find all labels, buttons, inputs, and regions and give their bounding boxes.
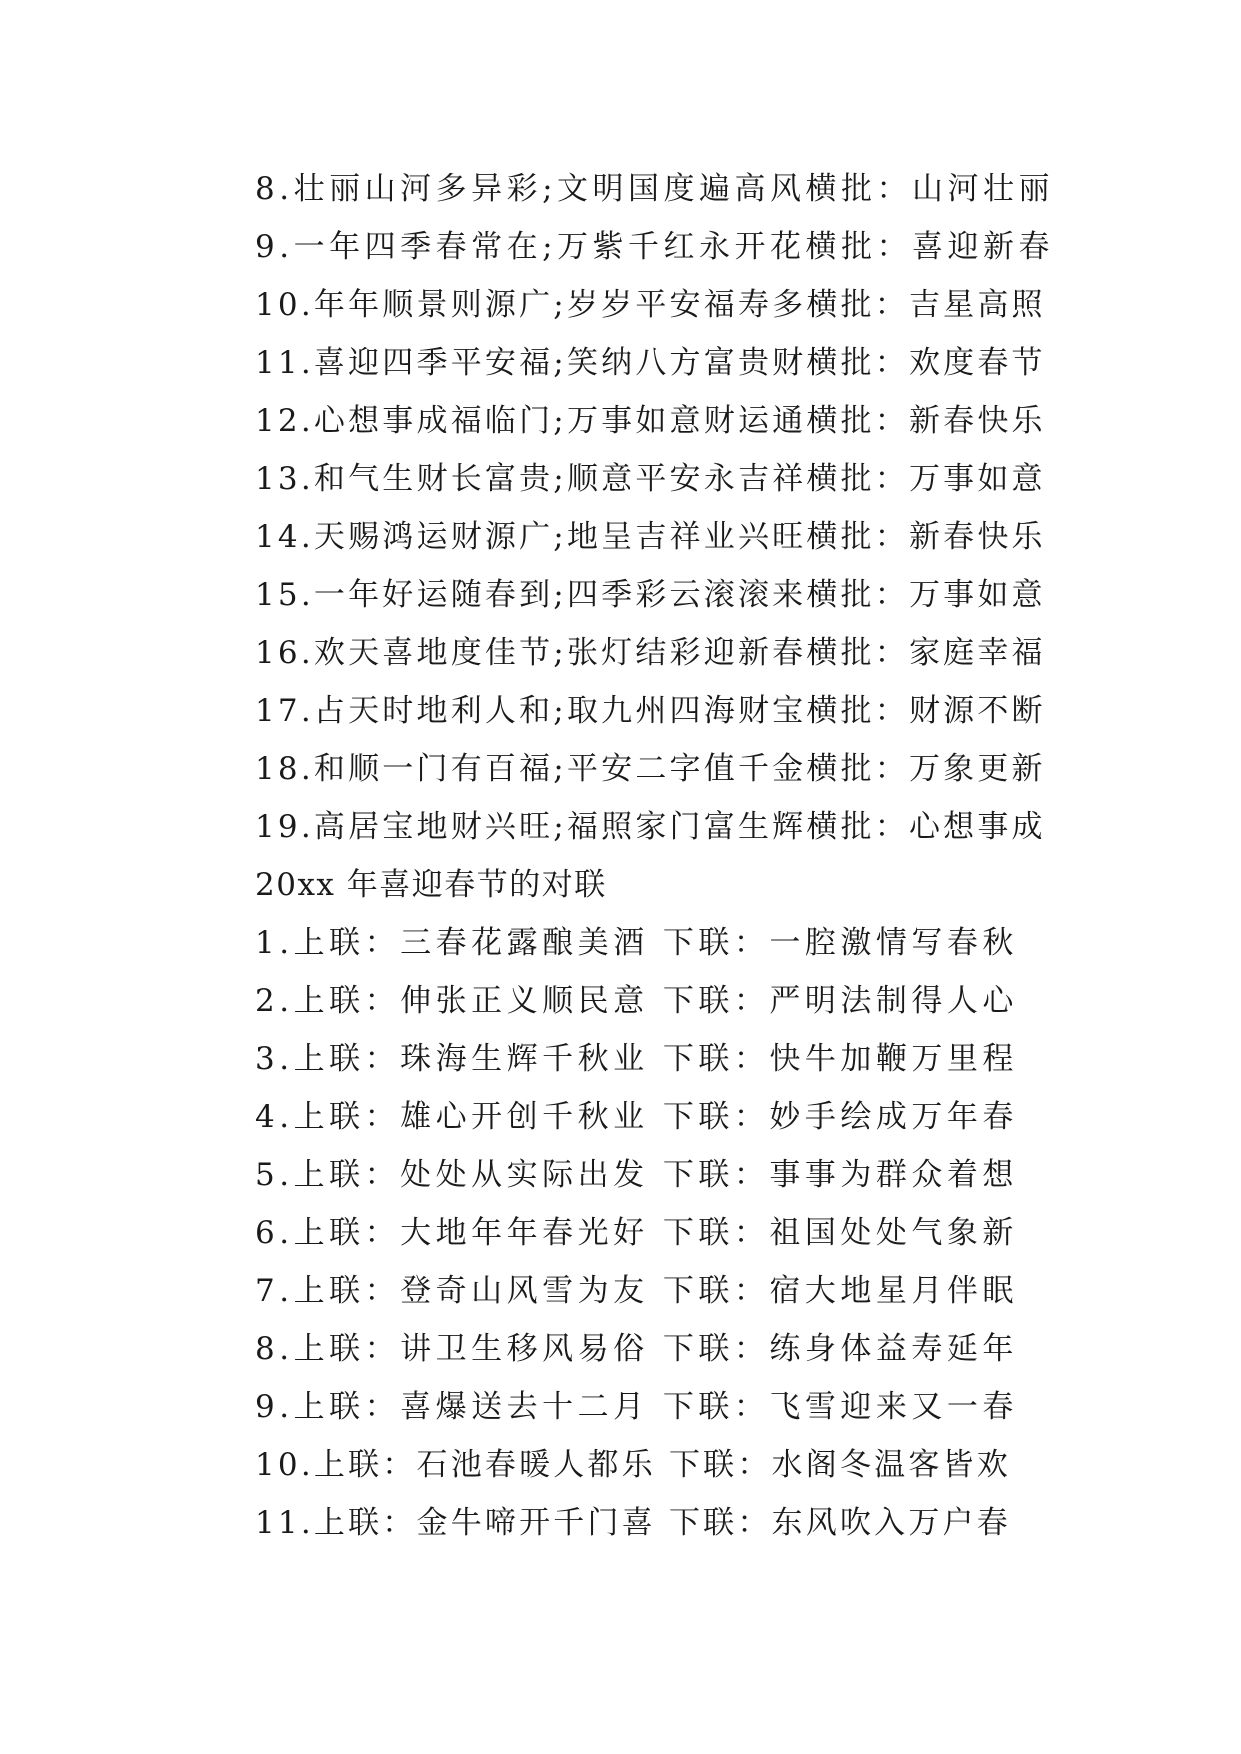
pair-line-8: 8.上联：讲卫生移风易俗 下联：练身体益寿延年 [255, 1331, 1018, 1367]
couplet-line-9: 9.一年四季春常在;万紫千红永开花横批：喜迎新春 [255, 229, 1055, 265]
couplet-line-18: 18.和顺一门有百福;平安二字值千金横批：万象更新 [255, 751, 1046, 787]
couplet-line-17: 17.占天时地利人和;取九州四海财宝横批：财源不断 [255, 693, 1046, 729]
pair-line-1: 1.上联：三春花露酿美酒 下联：一腔激情写春秋 [255, 925, 1018, 961]
pair-line-10: 10.上联：石池春暖人都乐 下联：水阁冬温客皆欢 [255, 1447, 1011, 1483]
pair-line-5: 5.上联：处处从实际出发 下联：事事为群众着想 [255, 1157, 1018, 1193]
couplet-line-19: 19.高居宝地财兴旺;福照家门富生辉横批：心想事成 [255, 809, 1046, 845]
pair-line-9: 9.上联：喜爆送去十二月 下联：飞雪迎来又一春 [255, 1389, 1018, 1425]
pair-line-4: 4.上联：雄心开创千秋业 下联：妙手绘成万年春 [255, 1099, 1018, 1135]
couplet-line-12: 12.心想事成福临门;万事如意财运通横批：新春快乐 [255, 403, 1046, 439]
pair-line-7: 7.上联：登奇山风雪为友 下联：宿大地星月伴眠 [255, 1273, 1018, 1309]
pair-line-3: 3.上联：珠海生辉千秋业 下联：快牛加鞭万里程 [255, 1041, 1018, 1077]
couplet-line-14: 14.天赐鸿运财源广;地呈吉祥业兴旺横批：新春快乐 [255, 519, 1046, 555]
couplet-line-13: 13.和气生财长富贵;顺意平安永吉祥横批：万事如意 [255, 461, 1046, 497]
couplet-line-8: 8.壮丽山河多异彩;文明国度遍高风横批：山河壮丽 [255, 171, 1055, 207]
document-body [255, 160, 1055, 1552]
couplet-line-16: 16.欢天喜地度佳节;张灯结彩迎新春横批：家庭幸福 [255, 635, 1046, 671]
pair-line-11: 11.上联：金牛啼开千门喜 下联：东风吹入万户春 [255, 1505, 1011, 1541]
couplet-line-11: 11.喜迎四季平安福;笑纳八方富贵财横批：欢度春节 [255, 345, 1046, 381]
couplet-line-15: 15.一年好运随春到;四季彩云滚滚来横批：万事如意 [255, 577, 1046, 613]
pair-line-6: 6.上联：大地年年春光好 下联：祖国处处气象新 [255, 1215, 1018, 1251]
couplet-line-10: 10.年年顺景则源广;岁岁平安福寿多横批：吉星高照 [255, 287, 1046, 323]
section-heading: 20xx 年喜迎春节的对联 [255, 867, 607, 903]
pair-line-2: 2.上联：伸张正义顺民意 下联：严明法制得人心 [255, 983, 1018, 1019]
